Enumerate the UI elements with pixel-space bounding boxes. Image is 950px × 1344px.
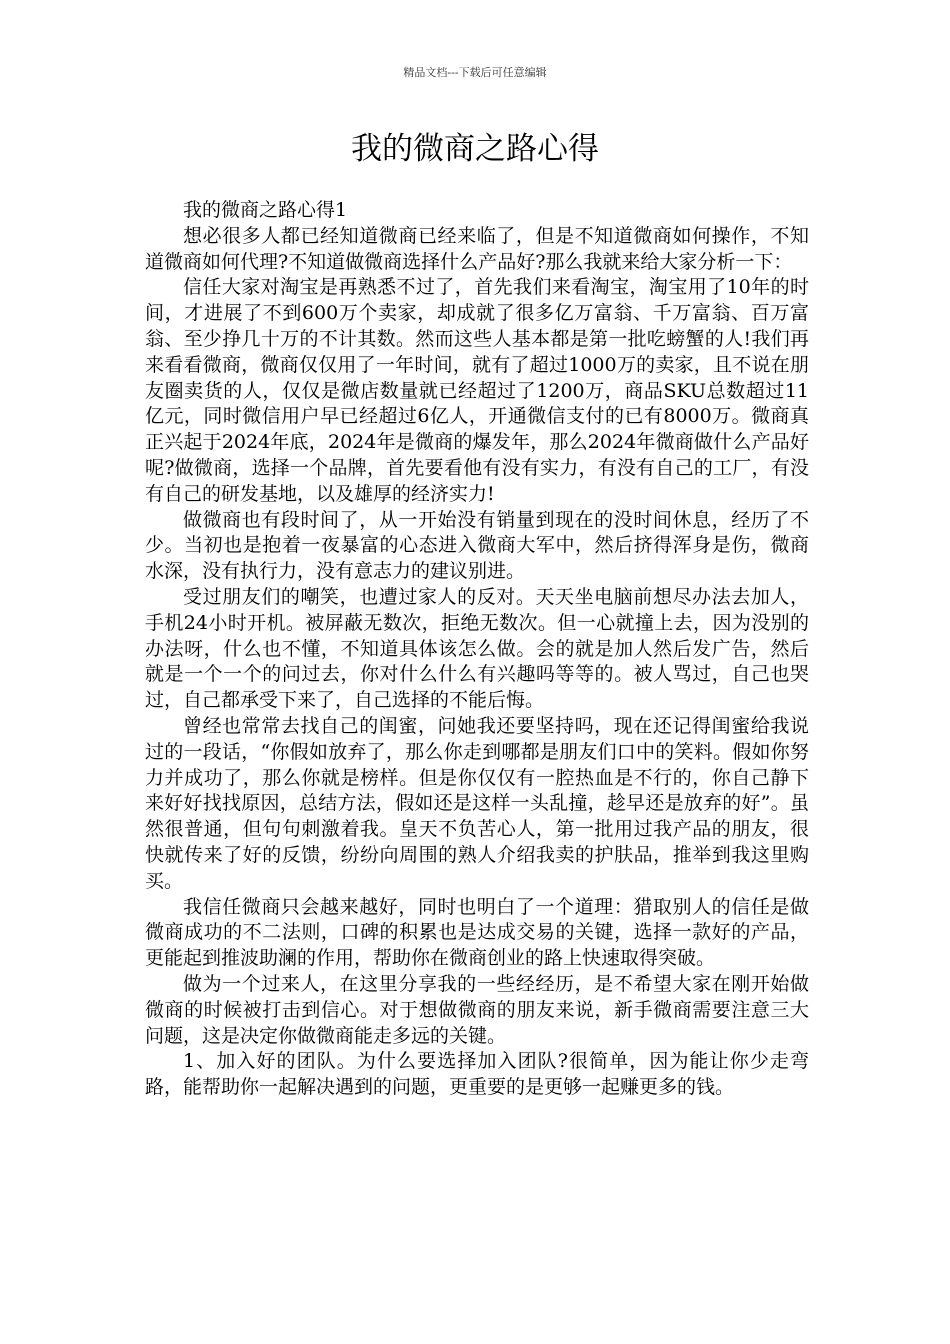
paragraph: 受过朋友们的嘲笑，也遭过家人的反对。天天坐电脑前想尽办法去加人，手机24小时开机。被屏蔽无数次，拒绝无数次。但一心就撞上去，因为没别的办法呀，什么也不懂，不知道具体该怎么做。会的就是加人然后发广告，然后就是一个一个的问过去，你对什么什么有兴趣吗等等的。被人骂过，自己也哭过，自己都承受下来了，自己选择的不能后悔。 (145, 585, 809, 712)
header-note: 精品文档---下载后可任意编辑 (403, 66, 547, 79)
paragraph: 1、加入好的团队。为什么要选择加入团队?很简单，因为能让你少走弯路，能帮助你一起解决遇到的问题，更重要的是更够一起赚更多的钱。 (145, 1050, 809, 1099)
paragraph: 想必很多人都已经知道微商已经来临了，但是不知道微商如何操作，不知道微商如何代理?不知道做微商选择什么产品好?那么我就来给大家分析一下： (145, 224, 809, 273)
paragraph: 曾经也常常去找自己的闺蜜，问她我还要坚持吗，现在还记得闺蜜给我说过的一段话，“你假如放弃了，那么你走到哪都是朋友们口中的笑料。假如你努力并成功了，那么你就是榜样。但是你仅仅有一腔热血是不行的，你自己静下来好好找找原因，总结方法，假如还是这样一头乱撞，趁早还是放弃的好”。虽然很普通，但句句刺激着我。皇天不负苦心人，第一批用过我产品的朋友，很快就传来了好的反馈，纷纷向周围的熟人介绍我卖的护肤品，推举到我这里购买。 (145, 714, 809, 892)
paragraph: 信任大家对淘宝是再熟悉不过了，首先我们来看淘宝，淘宝用了10年的时间，才进展了不到600万个卖家，却成就了很多亿万富翁、千万富翁、百万富翁、至少挣几十万的不计其数。然而这些人基本都是第一批吃螃蟹的人!我们再来看看微商，微商仅仅用了一年时间，就有了超过1000万的卖家，且不说在朋友圈卖货的人，仅仅是微店数量就已经超过了1200万，商品SKU总数超过11亿元，同时微信用户早已经超过6亿人，开通微信支付的已有8000万。微商真正兴起于2024年底，2024年是微商的爆发年，那么2024年微商做什么产品好呢?做微商，选择一个品牌，首先要看他有没有实力，有没有自己的工厂，有没有自己的研发基地，以及雄厚的经济实力! (145, 276, 809, 505)
document-body (145, 198, 809, 1101)
paragraph-subtitle: 我的微商之路心得1 (183, 199, 348, 221)
paragraph: 做为一个过来人，在这里分享我的一些经经历，是不希望大家在刚开始做微商的时候被打击到信心。对于想做微商的朋友来说，新手微商需要注意三大问题，这是决定你做微商能走多远的关键。 (145, 972, 809, 1047)
paragraph: 我信任微商只会越来越好，同时也明白了一个道理：猎取别人的信任是做微商成功的不二法则，口碑的积累也是达成交易的关键，选择一款好的产品，更能起到推波助澜的作用，帮助你在微商创业的路上快速取得突破。 (145, 895, 809, 970)
paragraph: 做微商也有段时间了，从一开始没有销量到现在的没时间休息，经历了不少。当初也是抱着一夜暴富的心态进入微商大军中，然后挤得浑身是伤，微商水深，没有执行力，没有意志力的建议别进。 (145, 508, 809, 583)
document-title: 我的微商之路心得 (351, 131, 599, 167)
